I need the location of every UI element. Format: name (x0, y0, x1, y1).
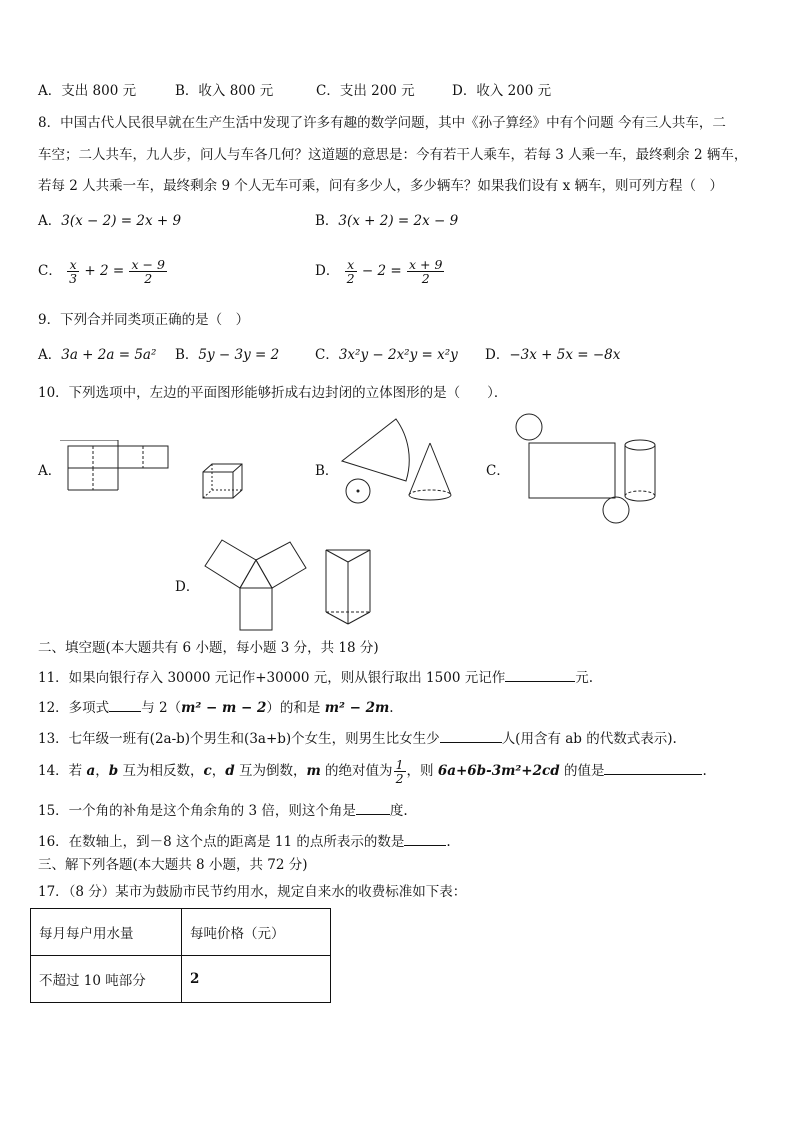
q16 (38, 831, 451, 851)
q9-option-a (38, 346, 156, 364)
q9-option-b-expr: 5y − 3y = 2 (198, 347, 280, 363)
table-header-cell: 每月每户用水量 (31, 909, 182, 956)
q8-option-d (315, 256, 445, 286)
q10-option-d-figure (200, 538, 380, 634)
q8-option-c (38, 256, 168, 286)
q8-stem-line3: 若每 2 人共乘一车，最终剩余 9 个人无车可乘，问有多少人，多少辆车？如果我们设有 x 辆车，则可列方程（ ） (38, 178, 724, 194)
q8-option-c-frac1: $\frac{x}{3}$ (69, 257, 78, 286)
q9-option-c-label: C． (315, 347, 339, 363)
q14-var-m: m (306, 763, 321, 779)
q9-option-d-label: D． (485, 347, 510, 363)
q8-option-a (38, 212, 181, 230)
q8-stem-line2: 车空；二人共车，九人步，问人与车各几何？这道题的意思是：今有若干人乘车，若每 3 人乘一车，最终剩余 2 辆车， (38, 147, 748, 163)
q13-text: 13．七年级一班有(2a-b)个男生和(3a+b)个女生，则男生比女生少 (38, 731, 440, 747)
q14-expr: 6a+6b-3m²+2cd (437, 763, 560, 779)
q13-tail: 人(用含有 ab 的代数式表示). (501, 731, 677, 747)
q14-blank[interactable] (604, 760, 702, 775)
q10-option-a-label: A． (38, 463, 62, 479)
q12-expr2: m² − 2m (324, 700, 390, 716)
q12-blank[interactable] (109, 697, 141, 712)
table-row (31, 956, 331, 1003)
cylinder-icon (625, 440, 655, 501)
rectangle-net (529, 443, 615, 498)
q14-tail2: . (702, 763, 707, 779)
q8-option-b-label: B． (315, 213, 339, 229)
top-circle-icon (516, 414, 542, 440)
section-3-heading: 三、解下列各题(本大题共 8 小题，共 72 分) (38, 857, 308, 873)
water-price-table (30, 908, 331, 1003)
q11 (38, 667, 593, 687)
q10-option-c-label: C． (486, 463, 510, 479)
q17-stem: 17．（8 分）某市为鼓励市民节约用水，规定自来水的收费标准如下表： (38, 884, 467, 900)
q11-blank[interactable] (505, 667, 575, 682)
q8-option-c-middle: + 2 = (80, 263, 129, 279)
q9-option-b (175, 346, 279, 364)
q8-option-d-label: D． (315, 263, 340, 279)
q12-head: 12．多项式 (38, 700, 110, 716)
q9-option-b-label: B． (175, 347, 199, 363)
q15-tail: 度. (389, 803, 408, 819)
q7-option-b: B．收入 800 元 (175, 83, 274, 99)
q9-option-a-label: A． (38, 347, 62, 363)
q10-option-d-label: D． (175, 579, 200, 595)
q7-option-a: A．支出 800 元 (38, 83, 137, 99)
q14-mid2: 互为倒数， (234, 763, 307, 779)
q7-option-c: C．支出 200 元 (316, 83, 415, 99)
q15 (38, 800, 408, 820)
q14-head: 14．若 (38, 763, 87, 779)
q10-option-b-label: B． (315, 463, 339, 479)
q12 (38, 697, 394, 717)
table-cell: 不超过 10 吨部分 (31, 956, 182, 1003)
table-header-cell: 每吨价格（元） (182, 909, 331, 956)
table-cell: 2 (182, 956, 331, 1003)
q12-tail: . (389, 700, 394, 716)
q16-tail: . (446, 834, 451, 850)
q10-option-a-figure (60, 440, 250, 500)
q8-option-d-middle: − 2 = (357, 263, 406, 279)
q9-option-a-expr: 3a + 2a = 5a² (61, 347, 157, 363)
q15-blank[interactable] (356, 800, 390, 815)
table-header-row (31, 909, 331, 956)
q12-expr: m² − m − 2 (181, 700, 267, 716)
q7-option-d: D．收入 200 元 (452, 83, 552, 99)
q16-text: 16．在数轴上，到－8 这个点的距离是 11 的点所表示的数是 (38, 834, 405, 850)
q13-blank[interactable] (440, 728, 502, 743)
q14-mid4: ，则 (406, 763, 438, 779)
q14-fraction: $\frac{1}{2}$ (395, 757, 404, 786)
q8-option-d-frac2: $\frac{x + 9}{2}$ (408, 257, 443, 286)
q14-mid1: 互为相反数， (118, 763, 204, 779)
q10-stem: 10．下列选项中，左边的平面图形能够折成右边封闭的立体图形的是（ ）． (38, 385, 508, 401)
q8-option-b-expr: 3(x + 2) = 2x − 9 (338, 213, 459, 229)
triangular-prism-icon (326, 550, 370, 624)
q14-mid3: 的绝对值为 (320, 763, 393, 779)
q15-text: 15．一个角的补角是这个角余角的 3 倍，则这个角是 (38, 803, 356, 819)
q16-blank[interactable] (404, 831, 446, 846)
q10-option-c-figure (510, 412, 660, 527)
q10-option-b-figure (338, 415, 468, 510)
q9-option-c (315, 346, 458, 364)
section-2-heading: 二、填空题(本大题共有 6 小题，每小题 3 分，共 18 分) (38, 640, 379, 656)
q9-option-d-expr: −3x + 5x = −8x (509, 347, 621, 363)
q14: 14．若 a，b 互为相反数，c，d 互为倒数，m 的绝对值为 $\frac{1}{2}$ ，则 6a+6b-3m²+2cd 的值是 . (38, 757, 707, 786)
q11-tail: 元. (575, 670, 593, 686)
q14-tail1: 的值是 (559, 763, 605, 779)
q8-option-a-expr: 3(x − 2) = 2x + 9 (61, 213, 182, 229)
triangular-prism-net (205, 540, 306, 630)
q12-mid2: ）的和是 (266, 700, 325, 716)
bottom-circle-icon (603, 497, 629, 523)
q8-option-c-frac2: $\frac{x - 9}{2}$ (131, 257, 165, 286)
q14-var-c: c (203, 763, 212, 779)
q14-var-b: b (108, 763, 119, 779)
sector-icon (342, 419, 409, 481)
q8-option-b (315, 212, 458, 230)
q8-option-d-frac1: $\frac{x}{2}$ (346, 257, 355, 286)
q8-option-c-label: C． (38, 263, 62, 279)
cube-icon (203, 464, 242, 498)
q11-text: 11．如果向银行存入 30000 元记作+30000 元，则从银行取出 1500 元记作 (38, 670, 506, 686)
q8-option-a-label: A． (38, 213, 62, 229)
q14-var-d: d (225, 763, 235, 779)
q12-mid: 与 2（ (141, 700, 182, 716)
q9-option-c-expr: 3x²y − 2x²y = x²y (338, 347, 458, 363)
q14-var-a: a (86, 763, 96, 779)
cone-icon (409, 443, 451, 500)
q9-option-d (485, 346, 620, 364)
q13 (38, 728, 677, 748)
q8-stem-line1: 8．中国古代人民很早就在生产生活中发现了许多有趣的数学问题，其中《孙子算经》中有个问题 今有三人共车，二 (38, 115, 726, 131)
q9-stem: 9．下列合并同类项正确的是（ ） (38, 312, 250, 328)
